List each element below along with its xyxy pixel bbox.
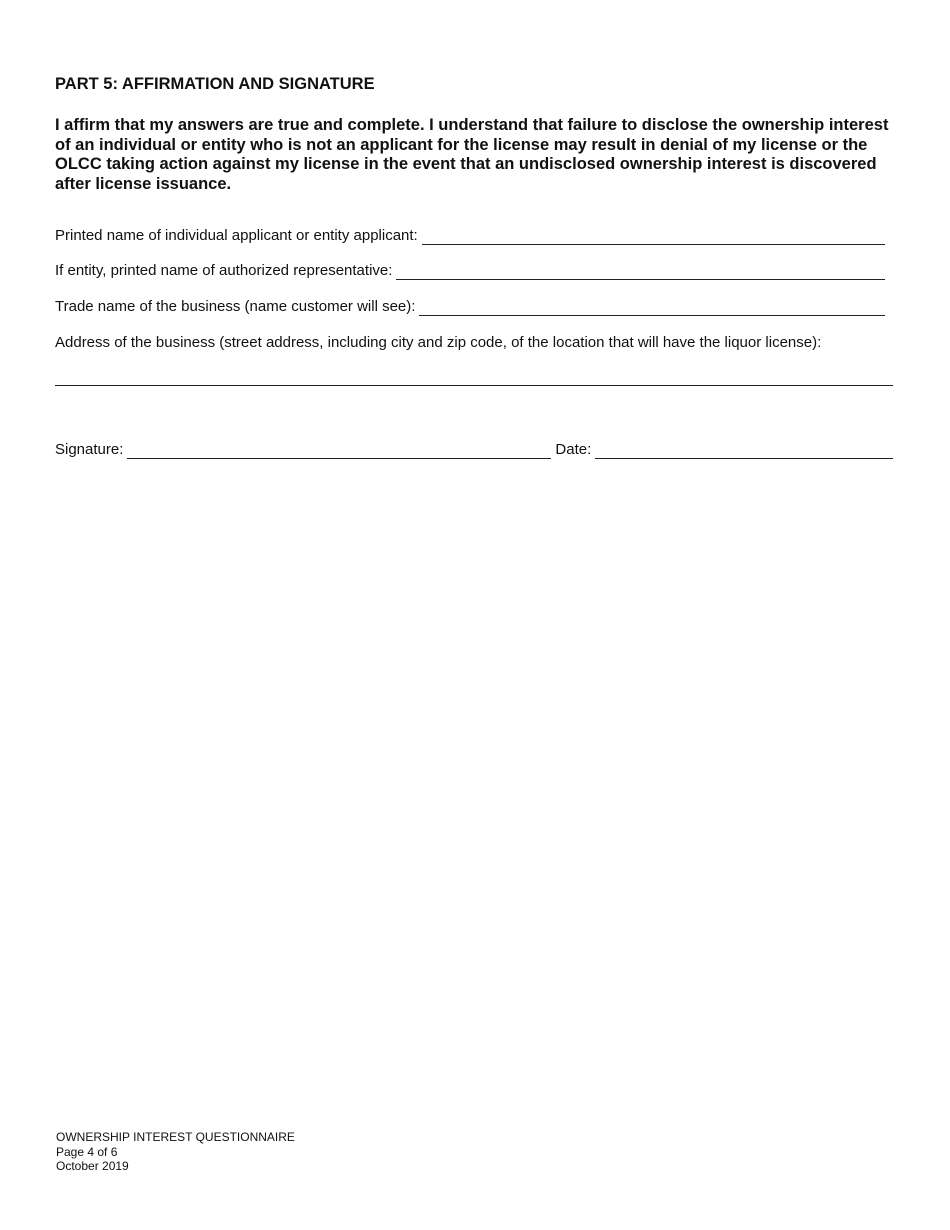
trade-name-blank[interactable] — [419, 301, 885, 316]
trade-name-label: Trade name of the business (name customer will see): — [55, 298, 416, 315]
applicant-name-label: Printed name of individual applicant or entity applicant: — [55, 227, 418, 244]
address-label: Address of the business (street address, including city and zip code, of the location that will have the liquor license): — [55, 334, 822, 351]
trade-name-field[interactable] — [55, 298, 885, 316]
representative-name-label: If entity, printed name of authorized representative: — [55, 262, 393, 279]
footer-page-number: Page 4 of 6 — [56, 1144, 118, 1159]
representative-name-blank[interactable] — [396, 265, 885, 280]
affirmation-statement: I affirm that my answers are true and complete. I understand that failure to disclose the ownership interest of an individual or entity who is not an applicant for the license may result in denial of my license or the OLCC taking action against my license in the event that an undisclosed ownership interest is discovered after license issuance. — [55, 116, 889, 193]
footer-form-name: OWNERSHIP INTEREST QUESTIONNAIRE — [56, 1130, 295, 1144]
representative-name-field[interactable] — [55, 262, 885, 280]
footer-revision-date: October 2019 — [56, 1159, 129, 1173]
document-page — [55, 0, 895, 1230]
applicant-name-blank[interactable] — [422, 230, 885, 245]
signature-label: Signature: — [55, 441, 124, 458]
address-blank[interactable] — [55, 385, 893, 386]
signature-blank[interactable] — [127, 444, 551, 459]
signature-date-row — [55, 441, 893, 459]
date-label: Date: — [555, 441, 592, 458]
page-footer — [56, 1130, 295, 1174]
applicant-name-field[interactable] — [55, 227, 885, 245]
section-title: PART 5: AFFIRMATION AND SIGNATURE — [55, 75, 375, 93]
date-blank[interactable] — [595, 444, 893, 459]
